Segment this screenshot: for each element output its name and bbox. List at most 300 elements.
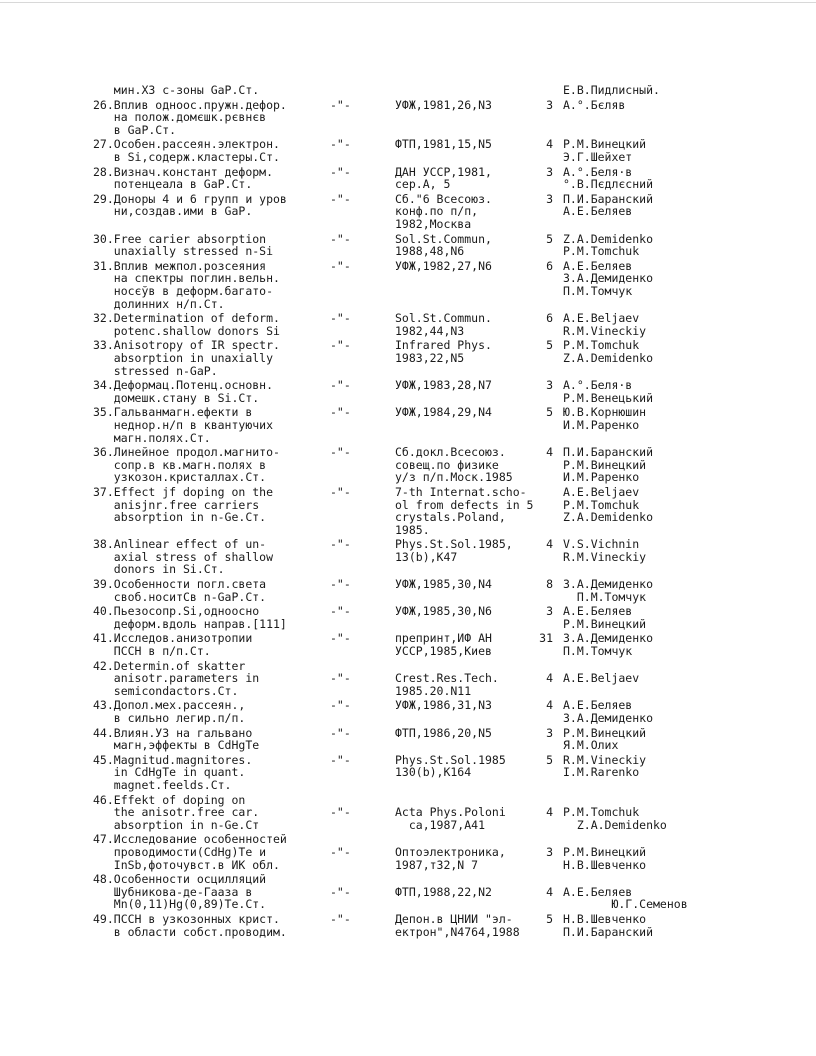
entry-authors-line: П.И.Баранский	[563, 191, 654, 206]
entry-authors	[563, 833, 813, 871]
entry-publication-line: Сб.докл.Всесоюз.	[395, 445, 506, 460]
entry-title-line: 44.Влиян.УЗ на гальвано	[93, 725, 253, 740]
entry-title	[93, 913, 323, 938]
entry-title-line: axial stress of shallow	[93, 549, 274, 564]
entry-title	[93, 138, 323, 163]
entry-authors-line: Я.М.Олих	[563, 738, 619, 753]
entry-title	[93, 578, 323, 603]
entry-pages: 3	[546, 97, 553, 112]
entry-publication-line: Crest.Res.Tech.	[395, 671, 499, 686]
entry-title-line: 38.Anlinear effect of un-	[93, 537, 267, 552]
entry-publication-line: 13(b),K47	[395, 549, 458, 564]
entry-pages: 6	[546, 258, 553, 273]
entry-authors-line: А.°.Беля·в	[563, 378, 633, 393]
entry-publication-line: ФТП,1988,22,N2	[395, 884, 492, 899]
entry-title	[93, 379, 323, 404]
entry-authors	[563, 754, 813, 779]
entry-pages: 3	[546, 378, 553, 393]
entry-pages: 3	[546, 845, 553, 860]
entry-publication	[395, 339, 535, 364]
entry-authors-line: Э.Г.Шейхет	[563, 149, 633, 164]
entry-authors-line: Р.М.Винецкий	[563, 137, 647, 152]
list-item	[0, 794, 816, 832]
entry-title-line: 27.Особен.рассеян.электрон.	[93, 137, 280, 152]
entry-title-line: absorption in n-Ge.Ст.	[93, 510, 267, 525]
entry-pages: 4	[546, 537, 553, 552]
list-item	[0, 754, 816, 792]
list-item	[0, 913, 816, 938]
list-item	[0, 339, 816, 377]
list-item	[0, 833, 816, 871]
entry-title-line: 30.Free carier absorption	[93, 231, 267, 246]
entry-publication-line: 1987,т32,N 7	[395, 857, 479, 872]
entry-authors	[563, 193, 813, 218]
entry-authors-line: П.М.Томчук	[563, 589, 647, 604]
entry-form: -"-	[330, 405, 351, 420]
entry-publication-line: Sol.St.Commun.	[395, 311, 492, 326]
entry-publication-line	[395, 873, 535, 886]
entry-title-line: unaxially stressed n-Si	[93, 244, 274, 259]
list-item	[0, 538, 816, 576]
entry-publication	[395, 446, 535, 484]
entry-authors-line: Ю.Г.Семенов	[563, 897, 688, 912]
entry-title	[93, 699, 323, 724]
entry-title	[93, 406, 323, 444]
entry-authors-line: A.E.Beljaev	[563, 671, 640, 686]
entry-authors-line: И.М.Раренко	[563, 470, 640, 485]
entry-title-line: 40.Пьезосопр.Si,одноосно	[93, 604, 260, 619]
entry-authors-line: A.E.Beljaev	[563, 484, 640, 499]
entry-authors-line: З.А.Демиденко	[563, 631, 654, 646]
entry-publication-line: УФЖ,1983,28,N7	[395, 378, 492, 393]
entry-title	[93, 260, 323, 310]
entry-title-line: домешк.стану в Si.Ст.	[93, 390, 260, 405]
entry-authors-line: Р.М.Винецкий	[563, 725, 647, 740]
entry-authors	[563, 660, 813, 685]
entry-publication-line: 130(b),K164	[395, 765, 472, 780]
entry-title-line: 29.Доноры 4 и 6 групп и уров	[93, 191, 287, 206]
entry-pages: 4	[546, 698, 553, 713]
entry-publication-line: 1985.	[395, 522, 430, 537]
entry-form: -"-	[330, 725, 351, 740]
entry-form: -"-	[330, 604, 351, 619]
entry-publication-line: Acta Phys.Poloni	[395, 805, 506, 820]
entry-title-line: 45.Magnitud.magnitores.	[93, 752, 253, 767]
entry-authors	[563, 406, 813, 431]
entry-title-line: stressed n-GaP.	[93, 363, 218, 378]
entry-publication-line: Infrared Phys.	[395, 338, 492, 353]
entry-authors	[563, 699, 813, 724]
entry-authors-line: P.M.Tomchuk	[563, 497, 640, 512]
entry-authors	[563, 233, 813, 258]
entry-title-line: ПССН в п/п.Ст.	[93, 644, 211, 659]
entry-pages: 4	[546, 805, 553, 820]
entry-pages: 5	[546, 231, 553, 246]
entry-title	[93, 446, 323, 484]
entry-publication	[395, 538, 535, 563]
entry-authors-line: А.Е.Беляев	[563, 258, 633, 273]
entry-title	[93, 339, 323, 377]
scan-top-edge	[0, 2, 816, 3]
entry-title-line: donors in Si.Ст.	[93, 562, 225, 577]
entry-title	[93, 193, 323, 218]
entry-pages: 5	[546, 405, 553, 420]
entry-title-line: ни,создав.ими в GaP.	[93, 204, 253, 219]
entry-authors	[563, 486, 813, 524]
entry-title-line: на спектры поглин.вельн.	[93, 271, 280, 286]
entry-title-line: Шубникова-де-Гааза в	[93, 884, 253, 899]
entry-publication	[395, 233, 535, 258]
entry-title-line: в сильно легир.п/п.	[93, 711, 246, 726]
entry-title-line: absorption in n-Ge.Ст	[93, 817, 260, 832]
entry-publication-line: Sol.St.Commun,	[395, 231, 492, 246]
entry-publication-line: crystals.Poland,	[395, 510, 506, 525]
entry-authors-line: Н.В.Шевченко	[563, 857, 647, 872]
entry-title	[93, 486, 323, 524]
list-item	[0, 486, 816, 536]
entry-authors-line: З.А.Демиденко	[563, 577, 654, 592]
entry-form: -"-	[330, 884, 351, 899]
list-item	[0, 193, 816, 231]
entry-publication-line: ФТП,1981,15,N5	[395, 137, 492, 152]
list-item	[0, 578, 816, 603]
entry-title	[93, 538, 323, 576]
entry-authors-line: Z.A.Demidenko	[563, 350, 654, 365]
entry-title	[93, 233, 323, 258]
entry-publication	[395, 913, 535, 938]
entry-authors-line: П.М.Томчук	[563, 644, 633, 659]
entry-authors-line: V.S.Vichnin	[563, 537, 640, 552]
entry-title-line: проводимости(CdHg)Te и	[93, 845, 267, 860]
list-item	[0, 138, 816, 163]
entry-authors	[563, 138, 813, 163]
entry-pages: 3	[546, 164, 553, 179]
entry-publication-line: препринт,ИФ АН	[395, 631, 492, 646]
entry-form: -"-	[330, 445, 351, 460]
entry-form: -"-	[330, 912, 351, 927]
entry-authors-line: Ю.В.Корнюшин	[563, 405, 647, 420]
entry-pages: 5	[546, 912, 553, 927]
entry-title-line: 39.Особенности погл.света	[93, 577, 267, 592]
entry-title-line: на полож.домєшк.рєвнєв	[93, 110, 267, 125]
entry-title	[93, 754, 323, 792]
entry-title-line: absorption in unaxially	[93, 350, 274, 365]
entry-authors-line	[563, 873, 813, 886]
entry-publication-line: УССР,1985,Киев	[395, 644, 492, 659]
entry-publication	[395, 873, 535, 898]
entry-form: -"-	[330, 137, 351, 152]
entry-authors-line: А.Е.Беляев	[563, 884, 633, 899]
entry-publication	[395, 379, 535, 392]
entry-authors	[563, 913, 813, 938]
entry-authors-line: R.M.Vineckiy	[563, 752, 647, 767]
entry-title	[93, 166, 323, 191]
entry-title-line: in CdHgTe in quant.	[93, 765, 246, 780]
entry-authors-line: И.М.Раренко	[563, 417, 640, 432]
entry-authors-line: Р.М.Венецький	[563, 390, 654, 405]
entry-title	[93, 605, 323, 630]
entry-publication	[395, 486, 535, 536]
entry-publication-line: 1982,44,N3	[395, 323, 465, 338]
entry-publication-line: 1985.20.N11	[395, 683, 472, 698]
entry-publication-line: Депон.в ЦНИИ "эл-	[395, 912, 513, 927]
entry-authors-line: П.М.Томчук	[563, 283, 633, 298]
entry-form: -"-	[330, 378, 351, 393]
entry-form: -"-	[330, 671, 351, 686]
entry-authors	[563, 727, 813, 752]
entry-form: -"-	[330, 231, 351, 246]
entry-title-line: 37.Effect jf doping on the	[93, 484, 274, 499]
list-item	[0, 699, 816, 724]
entry-title-line: the anisotr.free car.	[93, 805, 260, 820]
entry-authors-line: I.M.Rarenko	[563, 765, 640, 780]
entry-pages: 31	[539, 631, 553, 646]
entry-publication-line: ca,1987,A41	[395, 817, 486, 832]
entry-publication-line: ектрон",N4764,1988	[395, 924, 520, 939]
entry-pages: 3	[546, 191, 553, 206]
entry-publication-line: УФЖ,1984,29,N4	[395, 405, 492, 420]
entry-authors	[563, 312, 813, 337]
entry-title-line: сопр.в кв.магн.полях в	[93, 457, 267, 472]
entry-form: -"-	[330, 537, 351, 552]
entry-title	[93, 632, 323, 657]
entry-title-line: 42.Determin.of skatter	[93, 658, 246, 673]
entry-authors	[563, 632, 813, 657]
entry-publication-line: у/з п/п.Моск.1985	[395, 470, 513, 485]
entry-publication	[395, 632, 535, 657]
entry-publication	[395, 699, 535, 712]
entry-publication	[395, 605, 535, 618]
list-item	[0, 727, 816, 752]
entry-publication-line: УФЖ,1981,26,N3	[395, 97, 492, 112]
entry-title-line: anisjnr.free carriers	[93, 497, 260, 512]
entry-publication-line: сер.А, 5	[395, 177, 451, 192]
entry-authors-line: Z.A.Demidenko	[563, 510, 654, 525]
entry-title	[93, 727, 323, 752]
entry-title-line: 47.Исследование особенностей	[93, 832, 287, 847]
entry-form: -"-	[330, 164, 351, 179]
entry-form: -"-	[330, 338, 351, 353]
entry-publication-line: ol from defects in 5	[395, 497, 534, 512]
entry-authors-line: Р.М.Винецкий	[563, 845, 647, 860]
entry-publication-line: 7-th Internat.scho-	[395, 484, 527, 499]
entry-title	[93, 312, 323, 337]
entry-publication	[395, 754, 535, 779]
entry-publication	[395, 727, 535, 740]
entry-publication	[395, 312, 535, 337]
list-item	[0, 605, 816, 630]
entry-authors-line: Р.М.Винецкий	[563, 457, 647, 472]
entry-form: -"-	[330, 97, 351, 112]
list-item	[0, 312, 816, 337]
entry-form: -"-	[330, 845, 351, 860]
entry-publication-line: УФЖ,1986,31,N3	[395, 698, 492, 713]
entry-authors-line: Z.A.Demidenko	[563, 817, 667, 832]
entry-title	[93, 833, 323, 871]
entry-title	[93, 84, 323, 97]
entry-title-line: anisotr.parameters in	[93, 671, 260, 686]
entry-publication	[395, 833, 535, 871]
entry-title-line: 26.Вплив одноос.пружн.дефор.	[93, 97, 287, 112]
list-item	[0, 379, 816, 404]
entry-title-line: 43.Допол.мех.рассеян.,	[93, 698, 246, 713]
entry-publication-line: УФЖ,1985,30,N4	[395, 577, 492, 592]
entry-publication-line: УФЖ,1985,30,N6	[395, 604, 492, 619]
entry-authors-line: З.А.Демиденко	[563, 271, 654, 286]
entry-authors-line: Е.В.Пидлисный.	[563, 83, 660, 97]
entry-authors-line: P.M.Tomchuk	[563, 244, 640, 259]
entry-form: -"-	[330, 698, 351, 713]
entry-authors-line: R.M.Vineckiy	[563, 549, 647, 564]
entry-authors-line: З.А.Демиденко	[563, 711, 654, 726]
entry-publication	[395, 578, 535, 591]
entry-authors	[563, 794, 813, 832]
entry-authors	[563, 166, 813, 191]
entry-title-line: долинних н/п.Ст.	[93, 296, 225, 311]
entry-title-line: InSb,фоточувст.в ИК обл.	[93, 857, 280, 872]
entry-title-line: потенцеала в GaP.Ст.	[93, 177, 253, 192]
entry-title-line: Mn(0,11)Hg(0,89)Te.Ст.	[93, 897, 267, 912]
entry-publication-line: Phys.St.Sol.1985	[395, 752, 506, 767]
list-item	[0, 233, 816, 258]
entry-pages: 5	[546, 338, 553, 353]
entry-authors	[563, 578, 813, 603]
entry-authors-line: А.Е.Беляев	[563, 698, 633, 713]
entry-form: -"-	[330, 311, 351, 326]
entry-publication-line: совещ.по физике	[395, 457, 499, 472]
entry-pages: 6	[546, 311, 553, 326]
entry-title-line: 28.Визнач.констант деформ.	[93, 164, 274, 179]
entry-publication-line: 1982,Москва	[395, 216, 472, 231]
entry-authors-line: А.Е.Беляев	[563, 604, 633, 619]
entry-title-line: узкозон.кристаллах.Ст.	[93, 470, 267, 485]
entry-publication	[395, 99, 535, 112]
entry-authors	[563, 84, 813, 97]
entry-authors	[563, 339, 813, 364]
entry-form: -"-	[330, 258, 351, 273]
entry-publication-line: УФЖ,1982,27,N6	[395, 258, 492, 273]
entry-title-line: 46.Effekt of doping on	[93, 792, 246, 807]
entry-pages: 4	[546, 445, 553, 460]
entry-authors-line: А.°.Бєляв	[563, 97, 626, 112]
entry-title-line: в Si,содерж.кластеры.Ст.	[93, 149, 280, 164]
entry-publication-line: ФТП,1986,20,N5	[395, 725, 492, 740]
publication-list-page	[0, 84, 816, 940]
entry-authors-line: Р.М.Винецкий	[563, 616, 647, 631]
entry-authors-line: °.В.Пєдлєсний	[563, 177, 654, 192]
entry-title	[93, 873, 323, 911]
entry-authors	[563, 538, 813, 563]
entry-pages: 4	[546, 884, 553, 899]
entry-title	[93, 794, 323, 832]
entry-title-line: magnet.feelds.Ст.	[93, 778, 232, 793]
entry-publication	[395, 193, 535, 231]
entry-pages: 4	[546, 671, 553, 686]
entry-publication	[395, 260, 535, 273]
entry-authors-line: A.E.Beljaev	[563, 311, 640, 326]
list-item	[0, 660, 816, 698]
entry-title-line: 32.Determination of deform.	[93, 311, 280, 326]
list-item	[0, 84, 816, 97]
entry-authors-line: Z.A.Demidenko	[563, 231, 654, 246]
entry-title-line: potenc.shallow donors Si	[93, 323, 280, 338]
entry-form: -"-	[330, 577, 351, 592]
entry-pages: 8	[546, 577, 553, 592]
entry-pages: 3	[546, 725, 553, 740]
entry-title-line: 48.Особенности осцилляций	[93, 872, 267, 887]
entry-title-line: своб.носитСв n-GaP.Ст.	[93, 589, 267, 604]
entry-title-line: в GaP.Ст.	[93, 122, 177, 137]
entry-pages: 4	[546, 137, 553, 152]
list-item	[0, 166, 816, 191]
entry-authors	[563, 99, 813, 112]
list-item	[0, 873, 816, 911]
entry-publication-line: 1983,22,N5	[395, 350, 465, 365]
entry-form: -"-	[330, 805, 351, 820]
entry-title-line: мин.Х3 с-зоны GaP.Ст.	[93, 83, 260, 97]
entry-title-line: 34.Деформац.Потенц.основн.	[93, 378, 274, 393]
entry-form: -"-	[330, 631, 351, 646]
entry-authors-line: П.И.Баранский	[563, 924, 654, 939]
entry-title-line: 36.Линейное продол.магнито-	[93, 445, 280, 460]
list-item	[0, 99, 816, 137]
entry-title-line: в области собст.проводим.	[93, 924, 287, 939]
entry-title-line: носєўв в деформ.багато-	[93, 283, 274, 298]
entry-publication	[395, 660, 535, 698]
entry-title-line: 31.Вплив межпол.розсеяния	[93, 258, 267, 273]
entry-pages: 3	[546, 604, 553, 619]
entry-title-line: 49.ПССН в узкозонных крист.	[93, 912, 280, 927]
entry-title-line: 33.Anisotropy of IR spectr.	[93, 338, 280, 353]
list-item	[0, 260, 816, 310]
entry-title-line: магн.полях.Ст.	[93, 430, 211, 445]
entry-authors	[563, 379, 813, 404]
list-item	[0, 632, 816, 657]
entry-title-line: неднор.н/п в квантуючих	[93, 417, 274, 432]
entry-authors-line: А.Е.Беляев	[563, 204, 633, 219]
entry-publication-line: Сб."6 Всесоюз.	[395, 191, 492, 206]
entry-authors	[563, 260, 813, 298]
entry-publication-line: 1988,48,N6	[395, 244, 465, 259]
list-item	[0, 446, 816, 484]
entry-authors	[563, 605, 813, 630]
entry-publication	[395, 138, 535, 151]
entry-publication	[395, 406, 535, 419]
entry-authors-line: P.M.Tomchuk	[563, 805, 640, 820]
entry-title-line: деформ.вдоль направ.[111]	[93, 616, 287, 631]
entry-title	[93, 99, 323, 137]
entry-title-line: магн,эффекты в CdHgTe	[93, 738, 260, 753]
entry-form: -"-	[330, 484, 351, 499]
entry-title	[93, 660, 323, 698]
entry-authors-line: А.°.Беля·в	[563, 164, 633, 179]
entry-authors	[563, 446, 813, 484]
entry-authors-line: P.M.Tomchuk	[563, 338, 640, 353]
entry-authors-line: R.M.Vineckiy	[563, 323, 647, 338]
entry-publication-line: ДАН УССР,1981,	[395, 164, 492, 179]
entry-title-line: 41.Исследов.анизотропии	[93, 631, 253, 646]
entry-form: -"-	[330, 752, 351, 767]
entry-publication-line: Оптоэлектроника,	[395, 845, 506, 860]
entry-authors-line: П.И.Баранский	[563, 445, 654, 460]
entry-title-line: 35.Гальванмагн.ефекти в	[93, 405, 253, 420]
entry-publication-line: Phys.St.Sol.1985,	[395, 537, 513, 552]
entry-form: -"-	[330, 191, 351, 206]
entry-publication-line: конф.по п/п,	[395, 204, 479, 219]
entry-publication	[395, 166, 535, 191]
entry-authors-line: Н.В.Шевченко	[563, 912, 647, 927]
list-item	[0, 406, 816, 444]
